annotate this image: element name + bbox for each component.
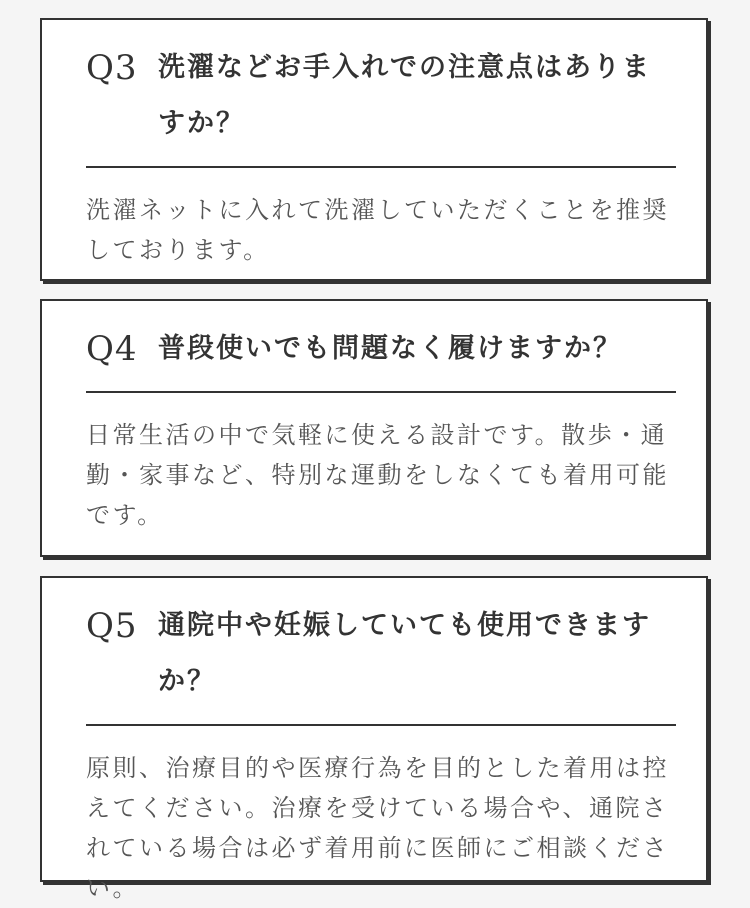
answer-text: 原則、治療目的や医療行為を目的とした着用は控えてください。治療を受けている場合や、通院されている場合は必ず着用前に医師にご相談ください。 [86,754,669,902]
answer-text: 洗濯ネットに入れて洗濯していただくことを推奨しております。 [86,196,669,264]
question-number: Q3 [86,48,138,88]
question-text: 洗濯などお手入れでの注意点はありますか？ [158,52,651,139]
question-number: Q4 [86,329,138,369]
faq-item-q5 [40,576,708,902]
answer-text: 日常生活の中で気軽に使える設計です。散歩・通勤・家事など、特別な運動をしなくても着用可能です。 [86,421,669,529]
faq-item-q3 [40,18,708,281]
question-number: Q5 [86,606,138,646]
question-row [86,598,676,726]
question-text: 普段使いでも問題なく履けますか？ [158,333,622,364]
faq-item-q4 [40,299,708,557]
question-row [86,321,676,393]
question-row [86,40,676,168]
question-text: 通院中や妊娠していても使用できますか？ [158,610,651,697]
